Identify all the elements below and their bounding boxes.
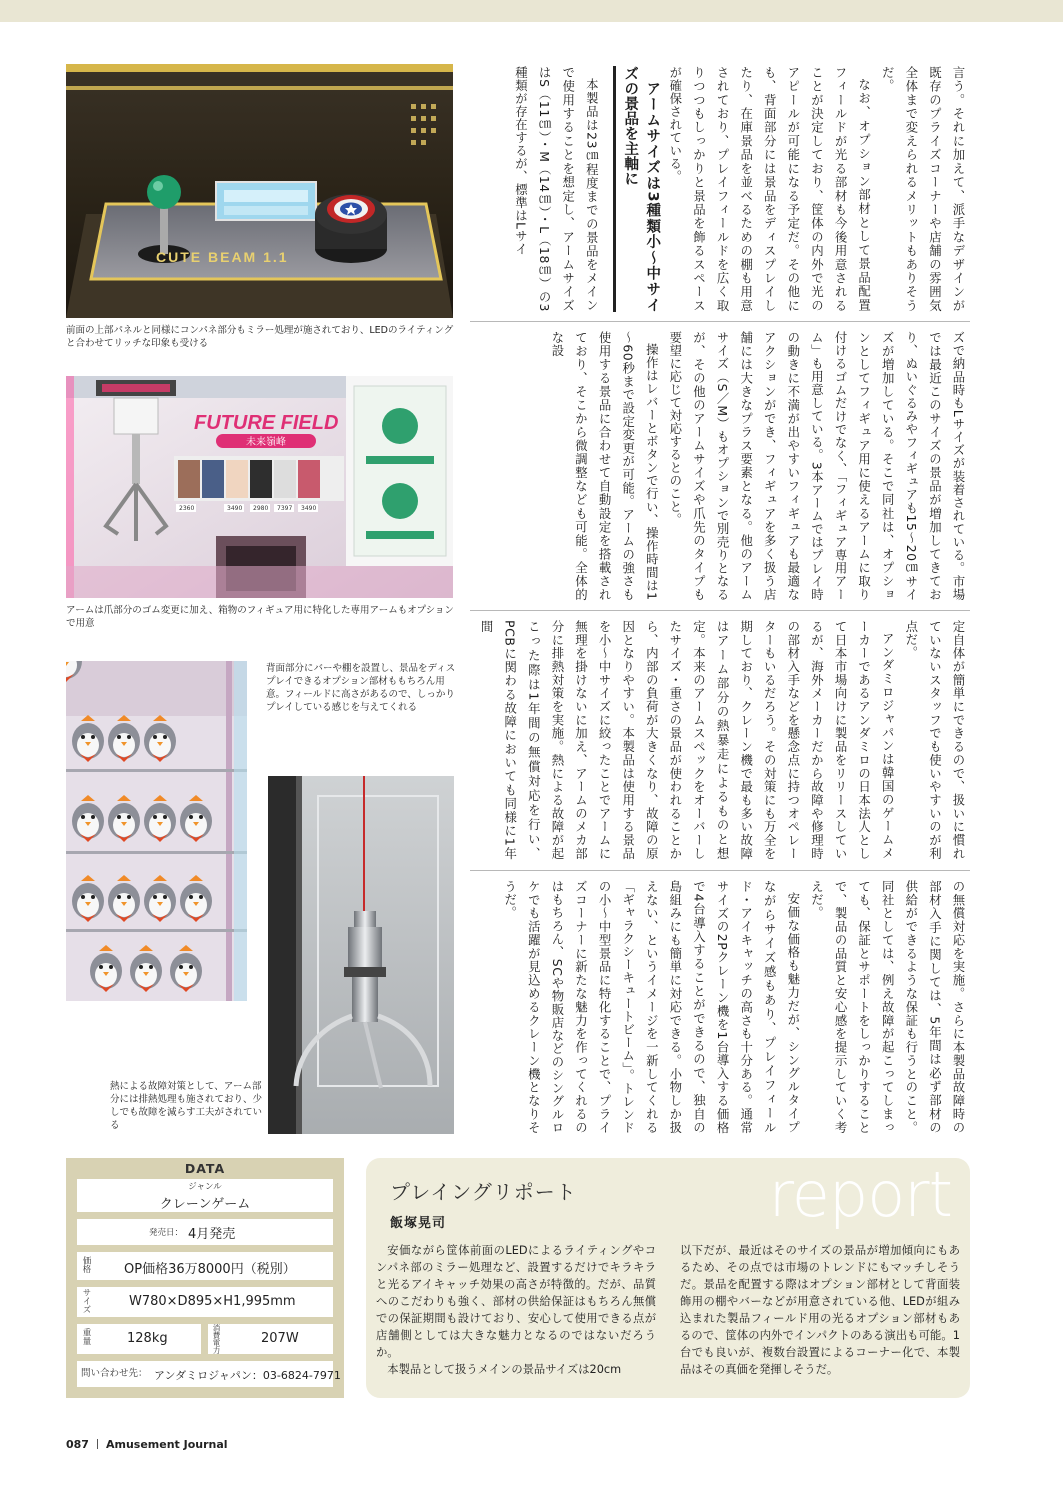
caption-photo1: 前面の上部パネルと同様にコンパネ部分もミラー処理が施されており、LEDのライティングと合わせてリッチな印象も受ける (66, 325, 454, 349)
data-row-release (77, 1219, 333, 1245)
report-watermark: report (768, 1158, 952, 1231)
article-block-4 (470, 880, 970, 1134)
report-heading: プレイングリポート (390, 1180, 577, 1204)
cabinet-logo-text: CUTE BEAM 1.1 (156, 249, 289, 265)
report-column-1 (376, 1242, 656, 1378)
footer-separator (97, 1439, 98, 1449)
page-number: 087 (66, 1438, 89, 1451)
article-paragraph: アンダミロジャパンは韓国のゲームメーカーであるアンダミロの日本法人として日本市場向けに製品をリリースしているが、海外メーカーだから故障や修理時の部材入手などを懸念点に持つオペレーターもいるだろう。その対策にも万全を期しており、クレーン機で最も多い故障はアーム部分の熱暴走によるものと想定。本来のアームスペックをオーバーしたサイズ・重さの景品が使われることから、内部の負荷が大きくなり、故障の原因となりやすい。本製品は使用する景品を小～中サイズに絞ったことでアームに無理を掛けないに加え、アームのメカ部分に排熱対策を実施。熱による故障が起こった際は1年間の無償対応を行い、PCBに関わる故障においても同様に1年間 (479, 620, 896, 860)
field-sub-text: 未来嶺峰 (246, 437, 286, 448)
report-paragraph: 本製品として扱うメインの景品サイズは20cm (387, 1363, 622, 1376)
size-label: サイズ (81, 1288, 91, 1314)
caption-photo2: アームは爪部分のゴム変更に加え、箱物のフィギュア用に特化した専用アームもオプションで用意 (66, 605, 454, 629)
weight-label: 重量 (81, 1328, 91, 1345)
report-paragraph: 以下だが、最近はそのサイズの景品が増加傾向にもあるため、その点では市場のトレンドにもマッチしそうだ。景品を配置する際はオプション部材として背面装飾用の棚やバーなどが用意されている他、LEDが組み込まれた製品フィールド用の光るオプション部材もあるので、筐体の内外でインパクトのある演出も可能。1台でも良いが、複数台設置によるコーナー化で、本製品はその真価を発揮しそうだ。 (680, 1244, 960, 1376)
data-box (66, 1158, 344, 1398)
genre-value: クレーンゲーム (159, 1197, 251, 1212)
column-rule-1 (470, 321, 970, 322)
article-block-2 (470, 331, 970, 601)
data-row-price (77, 1252, 333, 1280)
caption-photo3: 背面部分にバーや棚を設置し、景品をディスプレイできるオプション部材ももちろん用意。フィールドに高さがあるので、しっかりプレイしている感じを与えてくれる (266, 663, 456, 713)
photo-control-panel (66, 64, 453, 318)
price-label: 価格 (81, 1256, 91, 1273)
price-tag-2: 3490 (227, 505, 243, 512)
data-row-genre (77, 1179, 333, 1212)
column-rule-3 (470, 870, 970, 871)
article-block-1 (470, 66, 970, 312)
article-paragraph: 本製品は23㎝程度までの景品をメインで使用することを想定し、アームサイズはS（11㎝）・M（14㎝）・L（18㎝）の3種類が存在するが、標準はLサイ (513, 66, 600, 312)
contact-label: 問い合わせ先： (81, 1368, 148, 1379)
price-tag-3: 2980 (253, 505, 269, 512)
price-tag-5: 3490 (301, 505, 317, 512)
photo-arm-mechanism (268, 776, 454, 1134)
report-box (366, 1158, 970, 1398)
data-row-contact (77, 1361, 341, 1387)
data-row-power (208, 1324, 333, 1354)
article-paragraph: 操作はレバーとボタンで行い、操作時間は1～60秒まで設定変更が可能。アームの強さも使用する景品に合わせて自動設定を搭載されており、そこから微調整なども可能。全体的な設 (549, 331, 660, 601)
weight-value: 128kg (127, 1331, 168, 1346)
price-tag-1: 2360 (179, 505, 195, 512)
article-block-3 (470, 620, 970, 860)
price-tag-4: 7397 (277, 505, 293, 512)
size-value: W780×D895×H1,995mm (129, 1294, 296, 1309)
power-label: 消費電力 (212, 1324, 221, 1354)
photo-plush-display (66, 661, 247, 1001)
column-rule-2 (470, 610, 970, 611)
power-value: 207W (261, 1331, 299, 1346)
report-author: 飯塚晃司 (390, 1216, 447, 1231)
price-value: OP価格36万8000円（税別） (124, 1262, 296, 1277)
field-logo-text: FUTURE FIELD (194, 412, 339, 434)
caption-photo4: 熱による故障対策として、アーム部分には排熱処理も施されており、少しでも故障を減らす工夫がされている (110, 1081, 263, 1131)
article-subheading: アームサイズは3種類小～中サイズの景品を主軸に (613, 66, 663, 312)
article-paragraph: 安価な価格も魅力だが、シングルタイプながらサイズ感もあり、プレイフィールド・アイキャッチの高さも十分ある。通常サイズの2Pクレーン機を1台導入する価格で4台導入することができるので、独自の島組みにも簡単に対応できる。小物しか扱えない、というイメージを一新してくれる「ギャラクシーキュートビーム」。トレンドの小～中型景品に特化することで、プライズコーナーに新たな魅力を作ってくれるのはもちろん、SCや物販店などのシングルロケでも活躍が見込めるクレーン機となりそうだ。 (502, 880, 801, 1134)
article-paragraph: の無償対応を実施。さらに本製品故障時の部材入手に関しては、5年間は必ず部材の供給ができるような保証も行うとのこと。同社としては、例え故障が起こってしまっても、保証とサポートをしっかりすることで、製品の品質と安心感を提示していく考えだ。 (809, 880, 966, 1134)
report-paragraph: 安価ながら筐体前面のLEDによるライティングやコンパネ部のミラー処理など、設置するだけでキラキラと光るアイキャッチ効果の高さが特徴的。だが、品質へのこだわりも強く、部材の供給保証はもちろん無償での保証期間も設けており、安心して使用できる点が店舗側としては大きな魅力となるのではないだろうか。 (376, 1244, 656, 1359)
release-value: 4月発売 (188, 1227, 236, 1242)
photo-arm-field (66, 376, 453, 598)
report-column-2 (680, 1242, 960, 1378)
genre-label: ジャンル (188, 1182, 222, 1192)
top-band (0, 0, 1063, 22)
data-row-size (77, 1287, 333, 1317)
release-label: 発売日： (149, 1228, 184, 1238)
article-paragraph: 言う。それに加えて、派手なデザインが既存のプライズコーナーや店舗の雰囲気全体まで変えられるメリットもありそうだ。 (880, 66, 966, 312)
magazine-name: Amusement Journal (105, 1438, 228, 1451)
data-title: DATA (184, 1161, 226, 1176)
article-paragraph: ズで納品時もLサイズが装着されている。市場では最近このサイズの景品が増加してきており、ぬいぐるみやフィギュアも15～20㎝サイズが増加している。そこで同社は、オプションとしてフィギュア用に使えるアームに取り付けるゴムだけでなく、「フィギュア専用アーム」も用意している。3本アームではプレイ時の動きに不満が出やすいフィギュアも最適なアクションができ、フィギュアを多く扱う店舗には大きなプラス要素となる。他のアームサイズ（S／M）もオプションで別売りとなるが、その他のアームサイズや爪先のタイプも要望に応じて対応するとのこと。 (667, 331, 966, 601)
contact-value: アンダミロジャパン：03-6824-7971 (154, 1369, 341, 1382)
data-row-weight (77, 1324, 201, 1354)
article-paragraph: 定自体が簡単にできるので、扱いに慣れていないスタッフでも使いやすいのが利点だ。 (903, 620, 966, 860)
page-footer (66, 1438, 228, 1451)
article-paragraph: なお、オプション部材として景品配置フィールドが光る部材も今後用意されることが決定しており、筐体の内外で光のアピールが可能になる予定だ。その他にも、背面部分には景品をディスプレイしたり、在庫景品を並べるための棚も用意されており、プレイフィールドを広く取りつつもしっかりと景品を飾るスペースが確保されている。 (667, 66, 872, 312)
